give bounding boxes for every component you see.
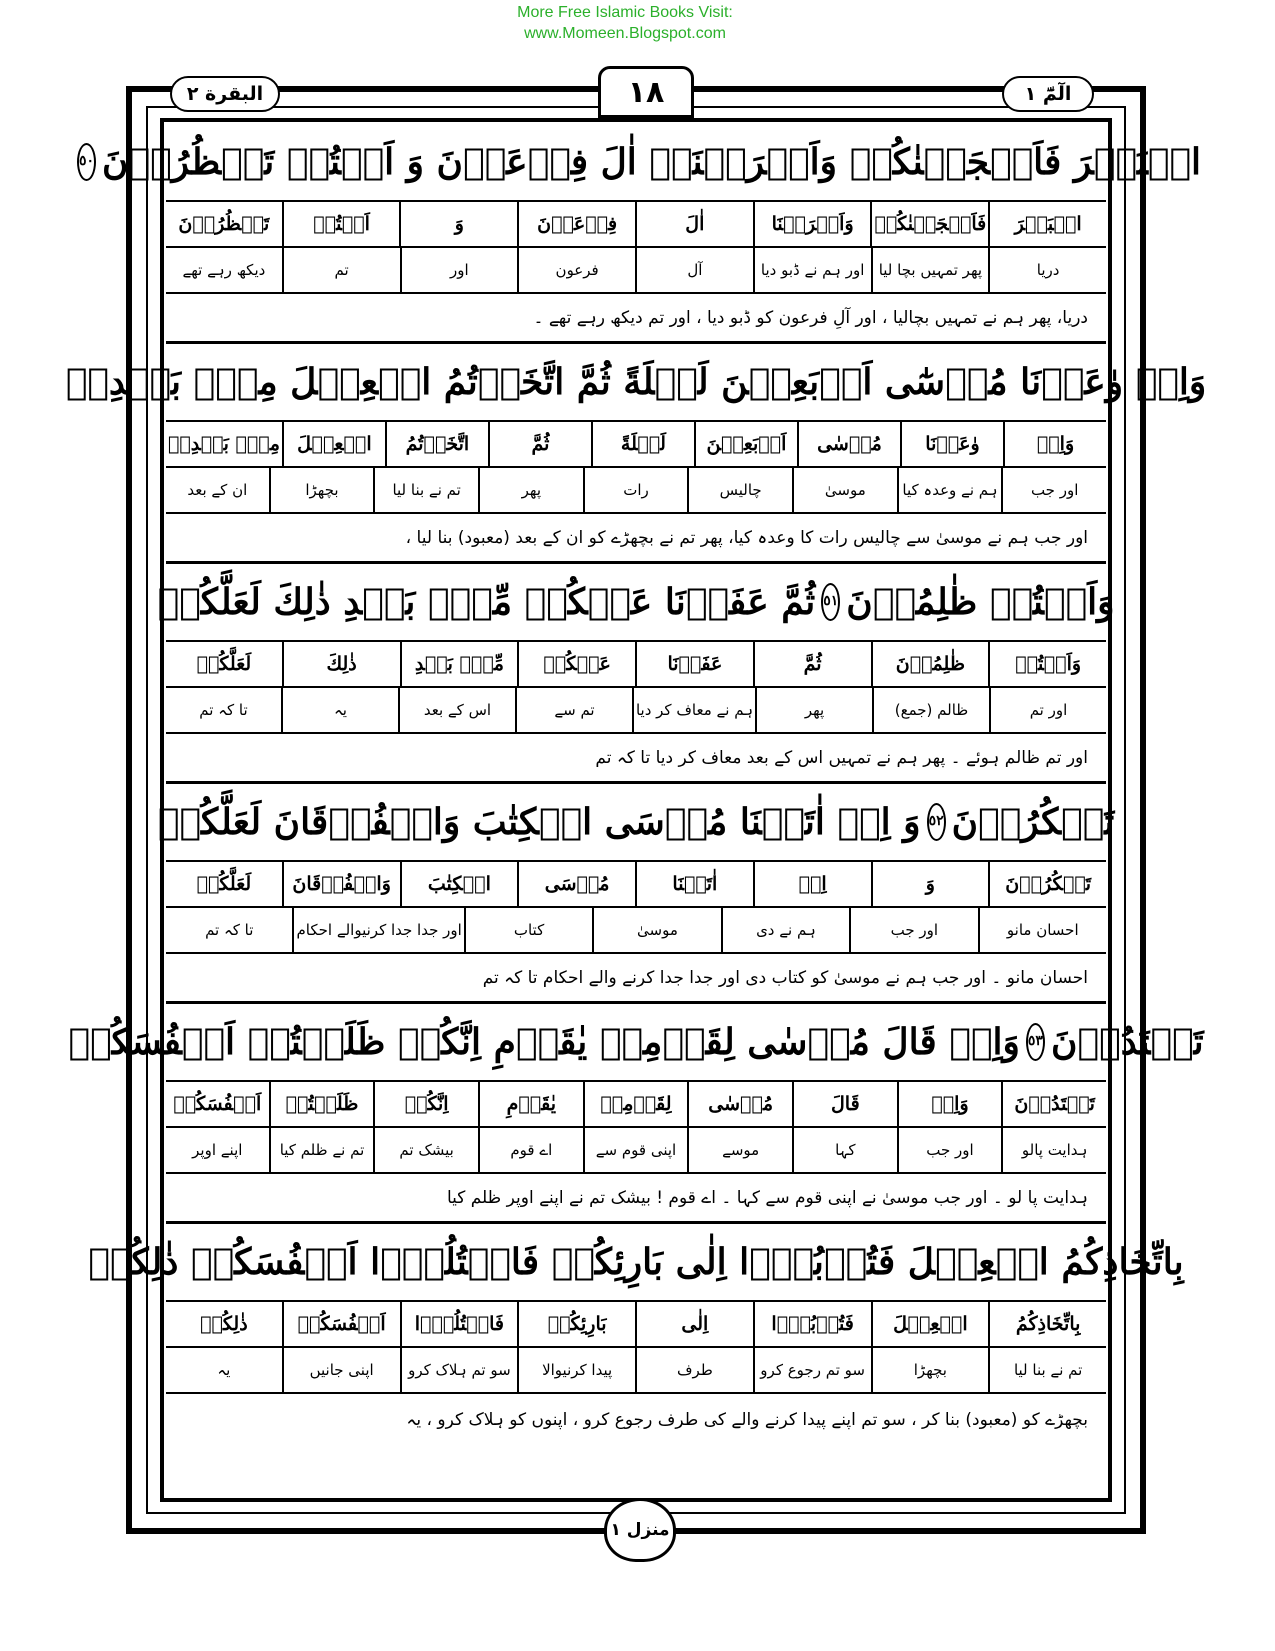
word-cell: فَاَنۡجَيۡنٰكُمۡ: [870, 202, 988, 246]
meaning-cell: احسان مانو: [978, 908, 1106, 952]
word-cell: تَشۡكُرُوۡنَ: [988, 862, 1106, 906]
word-cell: مِنۡۢ بَعۡدِهٖ: [168, 433, 280, 455]
meaning-cell: اس کے بعد: [398, 688, 515, 732]
word-cell: يٰقَوۡمِ: [478, 1082, 583, 1126]
meaning-cell: پھر: [478, 468, 583, 512]
meaning-cell: ہم نے وعدہ کیا: [897, 468, 1002, 512]
meaning-cell: اپنے اوپر: [192, 1141, 243, 1159]
meaning-cell: کتاب: [464, 908, 592, 952]
translation-line: ہدایت پا لو ۔ اور جب موسیٰ نے اپنی قوم سے کہا ۔ اے قوم ! بیشک تم نے اپنے اوپر ظلم کیا: [166, 1174, 1106, 1224]
word-cell: ظٰلِمُوۡنَ: [871, 642, 989, 686]
page-content: [65, 124, 1207, 1444]
word-cell: مُوۡسٰى: [797, 422, 900, 466]
page-number: ١٨: [598, 66, 694, 118]
verse-text-continued: وَ اِذۡ اٰتَيۡنَا مُوۡسَى الۡكِتٰبَ وَالۡفُرۡقَانَ لَعَلَّكُمۡ: [157, 801, 921, 843]
word-row: [166, 862, 1106, 908]
meaning-cell: اپنی قوم سے: [583, 1128, 688, 1172]
word-cell: ظَلَمۡتُمۡ: [269, 1082, 374, 1126]
word-row: [166, 1302, 1106, 1348]
meaning-cell: یہ: [281, 688, 398, 732]
meaning-cell: چالیس: [687, 468, 792, 512]
word-cell: الۡعِجۡلَ: [871, 1302, 989, 1346]
translation-line: اور تم ظالم ہوئے ۔ پھر ہم نے تمہیں اس کے بعد معاف کر دیا تا کہ تم: [166, 734, 1106, 784]
meaning-cell: تم سے: [515, 688, 632, 732]
word-cell: اِلٰى: [635, 1302, 753, 1346]
verse-line: [88, 1224, 1184, 1302]
meaning-cell: تم نے بنا لیا: [988, 1348, 1106, 1392]
juz-label: الٓمّٓ ١: [1002, 76, 1094, 112]
meaning-cell: تم: [282, 248, 400, 292]
verse-block: [157, 784, 1115, 1004]
ayah-number-marker: ٥٣: [1026, 1023, 1045, 1061]
word-cell: بَارِئِكُمۡ: [517, 1302, 635, 1346]
verse-block: [78, 124, 1202, 344]
word-row: [166, 422, 1106, 468]
word-cell: اَنۡتُمۡ: [282, 202, 400, 246]
word-cell: وَالۡفُرۡقَانَ: [282, 862, 400, 906]
meaning-cell: پھر: [755, 688, 872, 732]
verse-text: تَشۡكُرُوۡنَ: [951, 801, 1115, 843]
meaning-cell: ان کے بعد: [187, 481, 248, 499]
word-cell: قَالَ: [792, 1082, 897, 1126]
word-row: [166, 1082, 1106, 1128]
banner-url[interactable]: www.Momeen.Blogspot.com: [524, 25, 726, 42]
meaning-cell: ظالم (جمع): [872, 688, 989, 732]
word-row: [166, 642, 1106, 688]
verse-block: [88, 1224, 1184, 1444]
banner-line-1: More Free Islamic Books Visit:: [517, 4, 733, 21]
meaning-cell: اے قوم: [478, 1128, 583, 1172]
word-cell: الۡعِجۡلَ: [282, 422, 385, 466]
word-cell: فَاقۡتُلُوۡۤا: [400, 1302, 518, 1346]
word-cell: ثُمَّ: [488, 422, 591, 466]
meaning-cell: تم نے بنا لیا: [373, 468, 478, 512]
meaning-cell: پھر تمہیں بچا لیا: [871, 248, 989, 292]
word-cell: اَنۡفُسَكُمۡ: [173, 1093, 262, 1115]
word-cell: لِقَوۡمِهٖ: [583, 1082, 688, 1126]
meaning-row: [166, 1128, 1106, 1174]
word-cell: ذٰلِكَ: [282, 642, 400, 686]
verse-text: وَاِذۡ وٰعَدۡنَا مُوۡسٰٓى اَرۡبَعِيۡنَ لَيۡلَةً ثُمَّ اتَّخَذۡتُمُ الۡعِجۡلَ مِنۡۢ بَعۡدِهٖ: [65, 361, 1207, 403]
word-cell: الۡكِتٰبَ: [400, 862, 518, 906]
word-cell: الۡبَحۡرَ: [988, 202, 1106, 246]
manzil-marker: منزل ١: [604, 1498, 676, 1562]
meaning-cell: موسے: [687, 1128, 792, 1172]
verse-line: [65, 344, 1207, 422]
meaning-row: [166, 688, 1106, 734]
word-cell: مِّنۡۢ بَعۡدِ: [400, 642, 518, 686]
word-cell: فِرۡعَوۡنَ: [517, 202, 635, 246]
word-cell: اَنۡفُسَكُمۡ: [282, 1302, 400, 1346]
verse-block: [65, 344, 1207, 564]
meaning-cell: بچھڑا: [269, 468, 374, 512]
word-cell: تَنۡظُرُوۡنَ: [178, 213, 270, 235]
meaning-cell: یہ: [217, 1361, 231, 1379]
verse-block: [68, 1004, 1204, 1224]
meaning-row: [166, 468, 1106, 514]
meaning-cell: اور جب: [1001, 468, 1106, 512]
meaning-cell: اور تم: [989, 688, 1106, 732]
meaning-cell: بیشک تم: [373, 1128, 478, 1172]
verse-line: [68, 1004, 1204, 1082]
meaning-cell: دیکھ رہے تھے: [182, 261, 266, 279]
meaning-row: [166, 908, 1106, 954]
meaning-cell: سو تم ہلاک کرو: [400, 1348, 518, 1392]
word-cell: تَهۡتَدُوۡنَ: [1001, 1082, 1106, 1126]
word-cell: وَاِذۡ: [897, 1082, 1002, 1126]
meaning-cell: اور جدا جدا کرنیوالے احکام: [292, 908, 463, 952]
verse-text: بِاتِّخَاذِكُمُ الۡعِجۡلَ فَتُوۡبُوۡۤا اِلٰى بَارِئِكُمۡ فَاقۡتُلُوۡۤا اَنۡفُسَكُمۡ ذٰلِكُمۡ: [88, 1241, 1184, 1283]
word-cell: ثُمَّ: [753, 642, 871, 686]
verse-line: [78, 124, 1202, 202]
word-cell: بِاتِّخَاذِكُمُ: [988, 1302, 1106, 1346]
meaning-cell: رات: [583, 468, 688, 512]
ayah-number-marker: ٥٠: [77, 143, 96, 181]
ayah-number-marker: ٥١: [821, 583, 840, 621]
verse-block: [157, 564, 1115, 784]
meaning-cell: تم نے ظلم کیا: [269, 1128, 374, 1172]
meaning-cell: دریا: [988, 248, 1106, 292]
meaning-cell: اور جب: [897, 1128, 1002, 1172]
word-cell: عَفَوۡنَا: [635, 642, 753, 686]
meaning-cell: اور ہم نے ڈبو دیا: [753, 248, 871, 292]
site-banner: [0, 2, 1250, 44]
word-cell: اتَّخَذۡتُمُ: [385, 422, 488, 466]
meaning-cell: کہا: [792, 1128, 897, 1172]
verse-line: [157, 784, 1115, 862]
word-cell: مُوۡسٰى: [687, 1082, 792, 1126]
verse-text: وَاَنۡتُمۡ ظٰلِمُوۡنَ: [846, 581, 1115, 623]
word-cell: وٰعَدۡنَا: [900, 422, 1003, 466]
meaning-cell: تا کہ تم: [205, 921, 254, 939]
meaning-cell: ہم نے معاف کر دیا: [632, 688, 755, 732]
verse-text: تَهۡتَدُوۡنَ: [1050, 1021, 1204, 1063]
meaning-cell: تا کہ تم: [199, 701, 248, 719]
meaning-cell: موسیٰ: [792, 468, 897, 512]
verse-text-continued: ثُمَّ عَفَوۡنَا عَنۡكُمۡ مِّنۡۢ بَعۡدِ ذٰلِكَ لَعَلَّكُمۡ: [157, 581, 816, 623]
verse-text: الۡبَحۡرَ فَاَنۡجَيۡنٰكُمۡ وَاَغۡرَقۡنَاۤ اٰلَ فِرۡعَوۡنَ وَ اَنۡتُمۡ تَنۡظُرُوۡنَ: [102, 141, 1202, 183]
word-cell: وَ: [871, 862, 989, 906]
word-cell: اٰتَيۡنَا: [635, 862, 753, 906]
word-cell: عَنۡكُمۡ: [517, 642, 635, 686]
meaning-cell: آل: [635, 248, 753, 292]
word-cell: اِنَّكُمۡ: [373, 1082, 478, 1126]
word-cell: لَعَلَّكُمۡ: [196, 873, 252, 895]
meaning-cell: اور: [400, 248, 518, 292]
meaning-row: [166, 1348, 1106, 1394]
word-cell: اَرۡبَعِيۡنَ: [694, 422, 797, 466]
word-cell: وَاَنۡتُمۡ: [988, 642, 1106, 686]
ayah-number-marker: ٥٢: [927, 803, 946, 841]
meaning-cell: اور جب: [849, 908, 977, 952]
meaning-cell: ہدایت پالو: [1001, 1128, 1106, 1172]
word-cell: لَيۡلَةً: [591, 422, 694, 466]
meaning-cell: بچھڑا: [871, 1348, 989, 1392]
word-row: [166, 202, 1106, 248]
word-cell: ذٰلِكُمۡ: [200, 1313, 248, 1335]
meaning-row: [166, 248, 1106, 294]
meaning-cell: پیدا کرنیوالا: [517, 1348, 635, 1392]
meaning-cell: ہم نے دی: [721, 908, 849, 952]
meaning-cell: موسیٰ: [592, 908, 720, 952]
translation-line: احسان مانو ۔ اور جب ہم نے موسیٰ کو کتاب دی اور جدا جدا کرنے والے احکام تا کہ تم: [166, 954, 1106, 1004]
word-cell: اِذۡ: [753, 862, 871, 906]
surah-label: البقرة ٢: [170, 76, 280, 112]
word-cell: لَعَلَّكُمۡ: [196, 653, 252, 675]
meaning-cell: فرعون: [517, 248, 635, 292]
verse-line: [157, 564, 1115, 642]
word-cell: وَاِذۡ: [1003, 422, 1106, 466]
meaning-cell: سو تم رجوع کرو: [753, 1348, 871, 1392]
translation-line: بچھڑے کو (معبود) بنا کر ، سو تم اپنے پیدا کرنے والے کی طرف رجوع کرو ، اپنوں کو ہلاک کرو ، یہ: [406, 1409, 1088, 1430]
meaning-cell: طرف: [635, 1348, 753, 1392]
word-cell: فَتُوۡبُوۡۤا: [753, 1302, 871, 1346]
meaning-cell: اپنی جانیں: [282, 1348, 400, 1392]
word-cell: وَاَغۡرَقۡنَا: [753, 202, 871, 246]
word-cell: اٰلَ: [635, 202, 753, 246]
translation-line: دریا، پھر ہم نے تمہیں بچالیا ، اور آلِ فرعون کو ڈبو دیا ، اور تم دیکھ رہے تھے ۔: [166, 294, 1106, 344]
translation-line: اور جب ہم نے موسیٰ سے چالیس رات کا وعدہ کیا، پھر تم نے بچھڑے کو ان کے بعد (معبود) بنا لیا ،: [166, 514, 1106, 564]
verse-text-continued: وَاِذۡ قَالَ مُوۡسٰى لِقَوۡمِهٖ يٰقَوۡمِ اِنَّكُمۡ ظَلَمۡتُمۡ اَنۡفُسَكُمۡ: [68, 1021, 1020, 1063]
word-cell: وَ: [399, 202, 517, 246]
word-cell: مُوۡسَى: [517, 862, 635, 906]
